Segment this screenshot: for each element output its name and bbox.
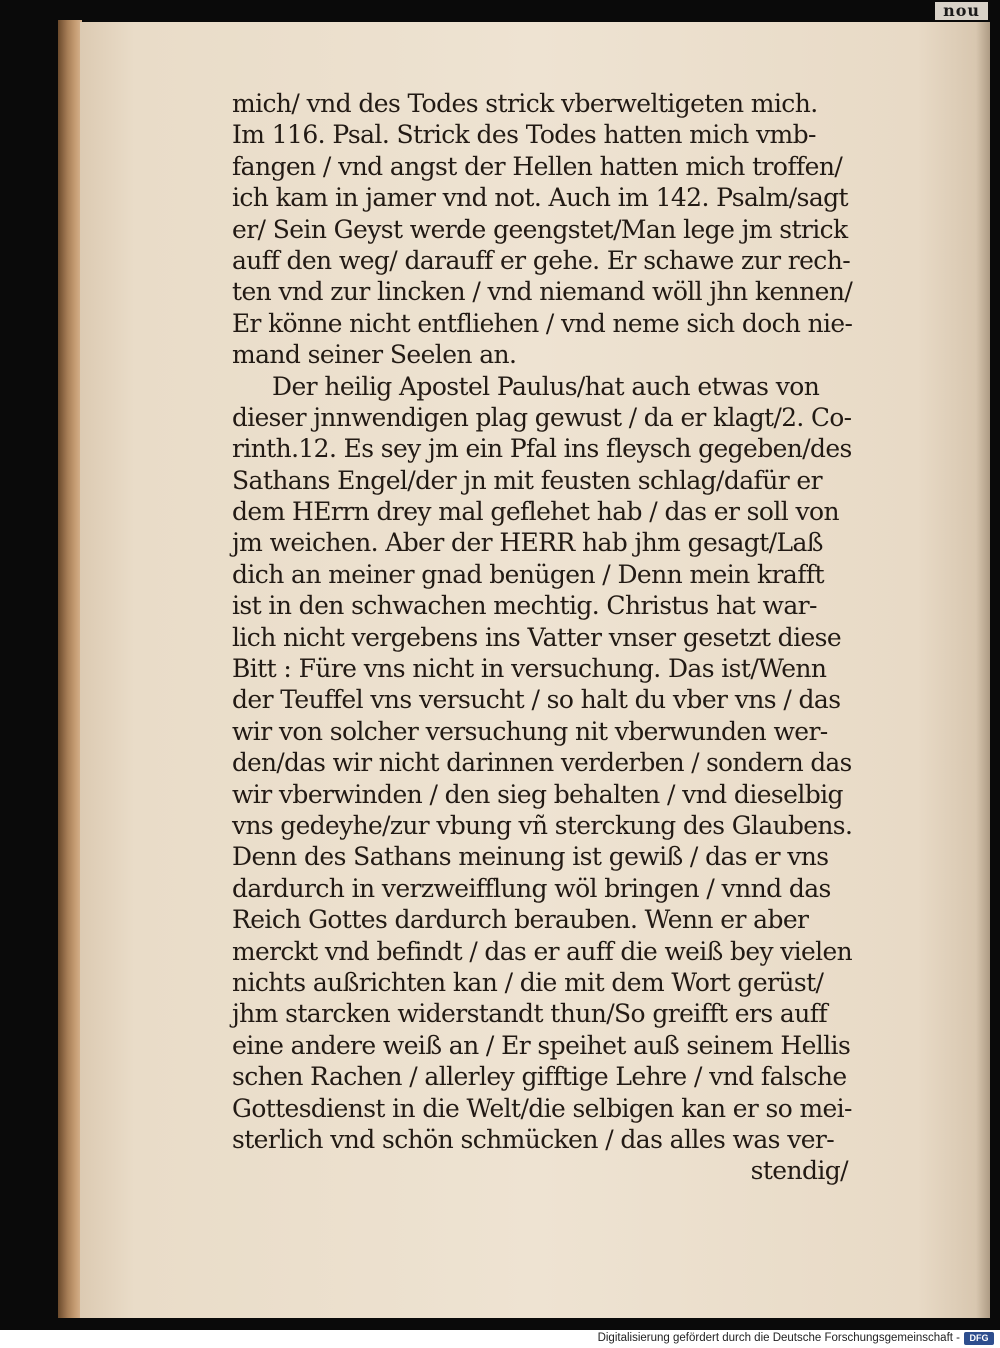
text-line: nichts außrichten kan / die mit dem Wort gerüst/ [232,967,824,997]
text-line: der Teuffel vns versucht / so halt du vber vns / das [232,685,841,715]
book-binding-edge [58,20,82,1318]
text-line: er/ Sein Geyst werde geengstet/Man lege jm strick [232,214,848,244]
text-line: eine andere weiß an / Er speihet auß seinem Hellis [232,1030,851,1060]
text-line: Bitt : Füre vns nicht in versuchung. Das ist/Wenn [232,654,827,684]
funding-credit: Digitalisierung gefördert durch die Deutsche Forschungsgemeinschaft - [597,1332,960,1344]
catchword: stendig/ [750,1156,848,1186]
text-line: vns gedeyhe/zur vbung vñ sterckung des Glaubens. [232,810,853,840]
text-line: Der heilig Apostel Paulus/hat auch etwas von [272,371,820,401]
text-line: merckt vnd befindt / das er auff die weiß bey vielen [232,936,853,966]
text-line: Reich Gottes dardurch berauben. Wenn er aber [232,905,809,935]
text-line: dem HErrn drey mal geflehet hab / das er soll von [232,497,839,527]
text-line: dardurch in verzweifflung wöl bringen / vnnd das [232,873,831,903]
footer-bar [0,1330,1000,1348]
text-line: rinth.12. Es sey jm ein Pfal ins fleysch gegeben/des [232,434,852,464]
text-line: lich nicht vergebens ins Vatter vnser gesetzt diese [232,622,842,652]
text-line: den/das wir nicht darinnen verderben / sondern das [232,748,852,778]
text-line: auff den weg/ darauff er gehe. Er schawe zur rech- [232,245,851,275]
text-line: mand seiner Seelen an. [232,340,517,370]
text-line: dich an meiner gnad benügen / Denn mein krafft [232,559,824,589]
dfg-logo-icon: DFG [964,1332,994,1345]
text-line: ich kam in jamer vnd not. Auch im 142. Psalm/sagt [232,183,848,213]
text-line: Im 116. Psal. Strick des Todes hatten mich vmb- [232,120,816,150]
text-line: schen Rachen / allerley gifftige Lehre / vnd falsche [232,1062,847,1092]
top-edge-fragment: nou [935,2,988,20]
text-line: ten vnd zur lincken / vnd niemand wöll jhn kennen/ [232,277,853,307]
text-line: fangen / vnd angst der Hellen hatten mich troffen/ [232,151,843,181]
text-line: Sathans Engel/der jn mit feusten schlag/dafür er [232,465,822,495]
text-line: Denn des Sathans meinung ist gewiß / das er vns [232,842,829,872]
text-line: mich/ vnd des Todes strick vberweltigeten mich. [232,89,818,118]
text-line: wir von solcher versuchung nit vberwunden wer- [232,716,828,746]
page-edge-shadow [976,22,990,1318]
text-line: Gottesdienst in die Welt/die selbigen kan er so mei- [232,1093,852,1123]
text-line: Er könne nicht entfliehen / vnd neme sich doch nie- [232,308,853,338]
page-text-block [232,88,852,1187]
text-line: sterlich vnd schön schmücken / das alles was ver- [232,1124,835,1154]
text-line: dieser jnnwendigen plag gewust / da er klagt/2. Co- [232,402,852,432]
text-line: ist in den schwachen mechtig. Christus hat war- [232,591,817,621]
text-line: jm weichen. Aber der HERR hab jhm gesagt/Laß [232,528,823,558]
text-line: wir vberwinden / den sieg behalten / vnd dieselbig [232,779,843,809]
text-line: jhm starcken widerstandt thun/So greifft ers auff [232,999,828,1029]
